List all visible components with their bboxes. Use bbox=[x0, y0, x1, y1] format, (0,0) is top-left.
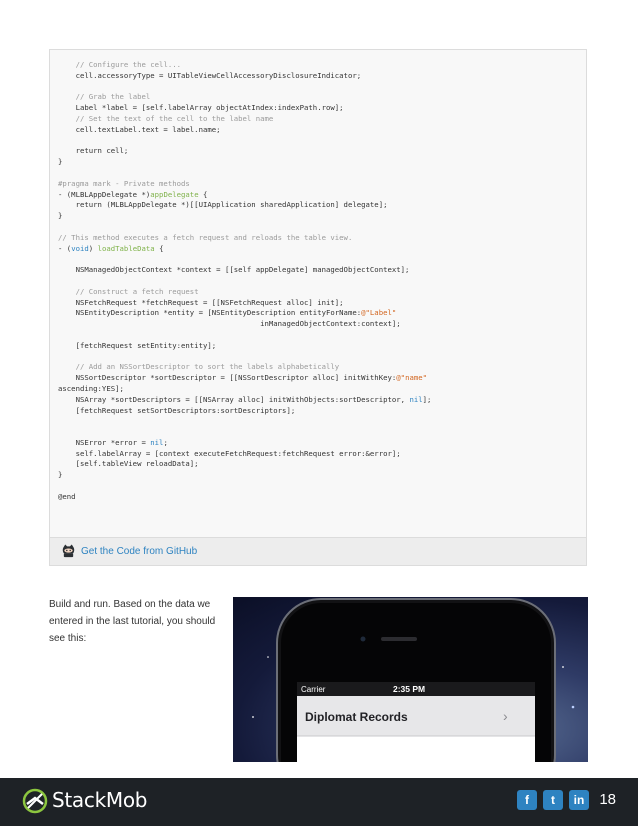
code-line bbox=[58, 103, 580, 114]
code-line bbox=[58, 449, 580, 460]
code-token: { bbox=[154, 243, 164, 253]
code-token: NSFetchRequest *fetchRequest = [[NSFetchRequest alloc] init]; bbox=[58, 297, 344, 307]
code-token: } bbox=[58, 470, 63, 480]
code-token: cell.accessoryType = UITableViewCellAccessoryDisclosureIndicator; bbox=[58, 70, 362, 80]
code-token: } bbox=[58, 211, 63, 221]
code-token: // Set the text of the cell to the label name bbox=[75, 113, 274, 123]
code-line bbox=[58, 427, 580, 438]
code-line bbox=[58, 438, 580, 449]
code-line bbox=[58, 125, 580, 136]
code-line bbox=[58, 265, 580, 276]
page-number: 18 bbox=[599, 791, 616, 808]
twitter-icon[interactable]: t bbox=[543, 790, 563, 810]
code-line bbox=[58, 298, 580, 309]
code-token: nil bbox=[150, 437, 164, 447]
code-token: { bbox=[198, 189, 208, 199]
code-line bbox=[58, 362, 580, 373]
code-line bbox=[58, 190, 580, 201]
code-line bbox=[58, 330, 580, 341]
code-line bbox=[58, 406, 580, 417]
code-line bbox=[58, 287, 580, 298]
code-line bbox=[58, 341, 580, 352]
code-token: // Construct a fetch request bbox=[75, 286, 199, 296]
code-token: } bbox=[58, 157, 63, 167]
code-token: self.labelArray = [context executeFetchRequest:fetchRequest error:&error]; bbox=[58, 448, 401, 458]
code-line bbox=[58, 395, 580, 406]
code-token: [self.tableView reloadData]; bbox=[58, 459, 199, 469]
code-listing bbox=[49, 49, 587, 566]
code-line bbox=[58, 470, 580, 481]
code-line bbox=[58, 211, 580, 222]
code-line bbox=[58, 276, 580, 287]
code-token: return cell; bbox=[58, 146, 129, 156]
code-token: inManagedObjectContext:context]; bbox=[58, 319, 401, 329]
github-link[interactable]: Get the Code from GitHub bbox=[81, 546, 198, 557]
code-line bbox=[58, 373, 580, 384]
code-token: [fetchRequest setEntity:entity]; bbox=[58, 340, 217, 350]
code-token: Label *label = [self.labelArray objectAtIndex:indexPath.row]; bbox=[58, 103, 344, 113]
code-token: @"name" bbox=[396, 373, 428, 383]
code-token: // Grab the label bbox=[75, 92, 151, 102]
code-line bbox=[58, 308, 580, 319]
code-token: ascending:YES]; bbox=[58, 383, 124, 393]
code-token: // This method executes a fetch request and reloads the table view. bbox=[58, 232, 353, 242]
code-token: NSArray *sortDescriptors = [[NSArray alloc] initWithObjects:sortDescriptor, bbox=[58, 394, 410, 404]
code-line bbox=[58, 222, 580, 233]
code-line bbox=[58, 82, 580, 93]
code-token: NSSortDescriptor *sortDescriptor = [[NSSortDescriptor alloc] initWithKey: bbox=[58, 373, 397, 383]
code-line bbox=[58, 157, 580, 168]
code-token: NSEntityDescription *entity = [NSEntityDescription entityForName: bbox=[58, 308, 362, 318]
brand-name: StackMob bbox=[52, 788, 148, 812]
code-line bbox=[58, 416, 580, 427]
code-line bbox=[58, 254, 580, 265]
code-token: void bbox=[71, 243, 89, 253]
code-line bbox=[58, 146, 580, 157]
code-token: [fetchRequest setSortDescriptors:sortDescriptors]; bbox=[58, 405, 296, 415]
status-carrier: Carrier bbox=[301, 685, 326, 694]
code-token: // Add an NSSortDescriptor to sort the labels alphabetically bbox=[75, 362, 340, 372]
code-line bbox=[58, 233, 580, 244]
code-token bbox=[58, 60, 76, 69]
code-line bbox=[58, 168, 580, 179]
code-token: return (MLBLAppDelegate *)[[UIApplication sharedApplication] delegate]; bbox=[58, 200, 388, 210]
code-token: NSManagedObjectContext *context = [[self appDelegate] managedObjectContext]; bbox=[58, 265, 410, 275]
page-footer bbox=[0, 778, 638, 826]
code-line bbox=[58, 60, 580, 71]
code-token: appDelegate bbox=[150, 189, 199, 199]
code-token: nil bbox=[409, 394, 423, 404]
code-token: #pragma mark - Private methods bbox=[58, 178, 190, 188]
stackmob-logo-icon bbox=[22, 788, 48, 814]
code-line bbox=[58, 319, 580, 330]
code-token: @"Label" bbox=[361, 308, 397, 318]
iphone-screenshot bbox=[233, 597, 588, 762]
code-token bbox=[58, 92, 76, 101]
code-line bbox=[58, 71, 580, 82]
code-line bbox=[58, 92, 580, 103]
code-token: NSError *error = bbox=[58, 437, 151, 447]
nav-title: Diplomat Records bbox=[305, 710, 408, 724]
code-line bbox=[58, 459, 580, 470]
code-token: loadTableData bbox=[97, 243, 155, 253]
code-line bbox=[58, 179, 580, 190]
disclosure-chevron-icon: › bbox=[503, 708, 508, 724]
code-token bbox=[58, 287, 76, 296]
github-bar bbox=[50, 537, 586, 565]
code-token bbox=[58, 362, 76, 371]
facebook-icon[interactable]: f bbox=[517, 790, 537, 810]
code-block bbox=[58, 60, 580, 503]
code-token: ) bbox=[88, 243, 98, 253]
code-token: ]; bbox=[422, 394, 432, 404]
code-line bbox=[58, 352, 580, 363]
code-token: - ( bbox=[58, 243, 72, 253]
code-token: ; bbox=[163, 437, 168, 447]
code-token: cell.textLabel.text = label.name; bbox=[58, 124, 221, 134]
body-paragraph: Build and run. Based on the data we entered in the last tutorial, you should see this: bbox=[49, 599, 216, 644]
iphone-illustration bbox=[233, 597, 588, 762]
status-time: 2:35 PM bbox=[393, 684, 426, 694]
code-token bbox=[58, 114, 76, 123]
code-line bbox=[58, 136, 580, 147]
code-line bbox=[58, 492, 580, 503]
github-octocat-icon bbox=[61, 544, 76, 558]
code-line bbox=[58, 384, 580, 395]
code-line bbox=[58, 481, 580, 492]
code-token: // Configure the cell... bbox=[75, 60, 182, 69]
code-line bbox=[58, 244, 580, 255]
code-token: - (MLBLAppDelegate *) bbox=[58, 189, 151, 199]
linkedin-icon[interactable]: in bbox=[569, 790, 589, 810]
code-token: @end bbox=[58, 491, 76, 501]
code-line bbox=[58, 114, 580, 125]
code-line bbox=[58, 200, 580, 211]
